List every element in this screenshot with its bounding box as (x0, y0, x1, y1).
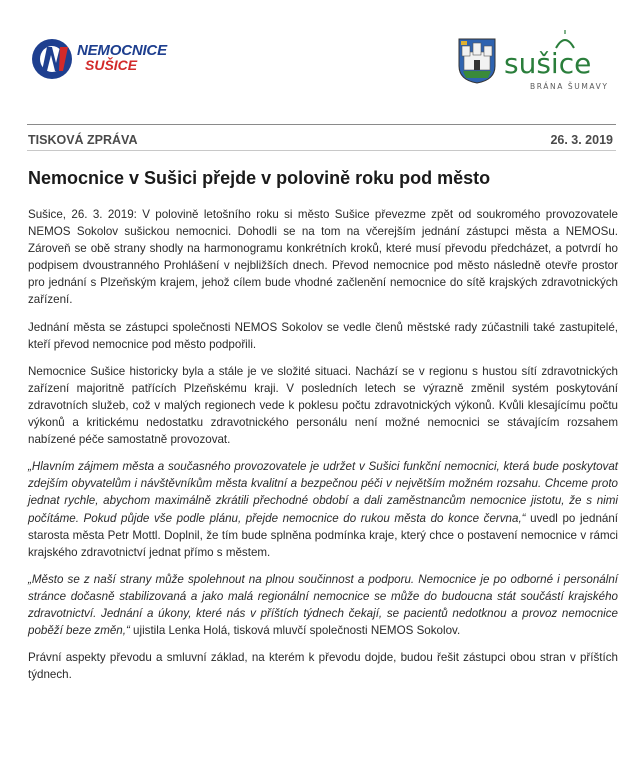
mayor-quote-text: „Hlavním zájmem města a současného provozovatele je udržet v Sušici funkční nemocnici, která bude poskytovat zdejším obyvatelům i návštěvníkům města kvalitní a bezpečnou péči v největším možném rozsahu. Chceme proto jednat rychle, abychom maximálně zkrátili přechodné období a dali zaměstnancům nemocnice jistotu, že s nimi počítáme. Pokud půjde vše podle plánu, přejde nemocnice do rukou města do konce června,“ (28, 460, 618, 525)
susice-town-logo (458, 30, 608, 92)
nemocnice-susice-logo (30, 35, 170, 83)
susice-coat-of-arms-icon (458, 38, 496, 84)
body-paragraph-1: Sušice, 26. 3. 2019: V polovině letošního roku si město Sušice převezme zpět od soukromého provozovatele NEMOS Sokolov sušickou nemocnici. Dohodli se na tom na včerejším jednání zástupci města a NEMOSu. Zároveň se obě strany shodly na harmonogramu konkrétních kroků, které musí převodu předcházet, a potvrdí ho podpisem dvoustranného Prohlášení v nejbližších dnech. Převod nemocnice pod město následně otevře prostor pro jednání s Plzeňským krajem, jehož cílem bude vhodné začlenění nemocnice do sítě krajských zdravotnických zařízení. (28, 208, 618, 307)
header-rule-bottom (27, 150, 616, 151)
susice-logo-wordmark: sušice (504, 47, 592, 80)
nemocnice-logo-line2: SUŠICE (85, 57, 138, 73)
nemocnice-logo-line1: NEMOCNICE (77, 42, 167, 59)
body-paragraph-quote-spokesperson (28, 571, 618, 639)
document-header (0, 0, 643, 110)
nemocnice-n-emblem-icon (30, 35, 78, 83)
body-paragraph-3: Nemocnice Sušice historicky byla a stále je ve složité situaci. Nachází se v regionu s hustou sítí zdravotnických zařízení majoritně patřících Plzeňskému kraji. V posledních letech se výrazně změnil systém poskytování zdravotních služeb, což v malých regionech vede k poklesu počtu zdravotnických výkonů. Kvůli klesajícímu počtu výkonů a kritickému nedostatku zdravotnického personálu není možné nemocnici se stávajícím rozsahem nabízené péče samostatně provozovat. (28, 364, 618, 447)
header-rule-top (27, 124, 616, 125)
press-release-headline: Nemocnice v Sušici přejde v polovině roku pod město (28, 168, 491, 188)
body-paragraph-quote-mayor (28, 458, 618, 561)
press-release-label: TISKOVÁ ZPRÁVA (28, 133, 138, 147)
press-release-body (28, 206, 618, 693)
press-release-date: 26. 3. 2019 (550, 133, 613, 147)
susice-logo-subtitle: BRÁNA ŠUMAVY (530, 82, 609, 91)
spokesperson-quote-attribution: ujistila Lenka Holá, tisková mluvčí společnosti NEMOS Sokolov. (129, 624, 461, 638)
spokesperson-quote-text: „Město se z naší strany může spolehnout na plnou součinnost a podporu. Nemocnice je po odborné i personální stránce dočasně stabilizovaná a jako malá regionální nemocnice se může do budoucna stát součástí krajského zdravotnictví. Jednání a úkony, které nás v příštích týdnech čekají, se pacientů nedotknou a provoz nemocnice poběží beze změn,“ (28, 572, 618, 638)
body-paragraph-2: Jednání města se zástupci společnosti NEMOS Sokolov se vedle členů městské rady zúčastnili také zastupitelé, kteří převod nemocnice pod město podpořili. (28, 320, 618, 351)
body-paragraph-closing: Právní aspekty převodu a smluvní základ, na kterém k převodu dojde, budou řešit zástupci obou stran v příštích týdnech. (28, 651, 618, 682)
mayor-quote-attribution: uvedl po jednání starosta města Petr Mottl. Doplnil, že tím bude splněna podmínka kraje, který chce o postavení nemocnice v rámci krajského zdravotnictví jednat přímo s městem. (28, 511, 619, 559)
